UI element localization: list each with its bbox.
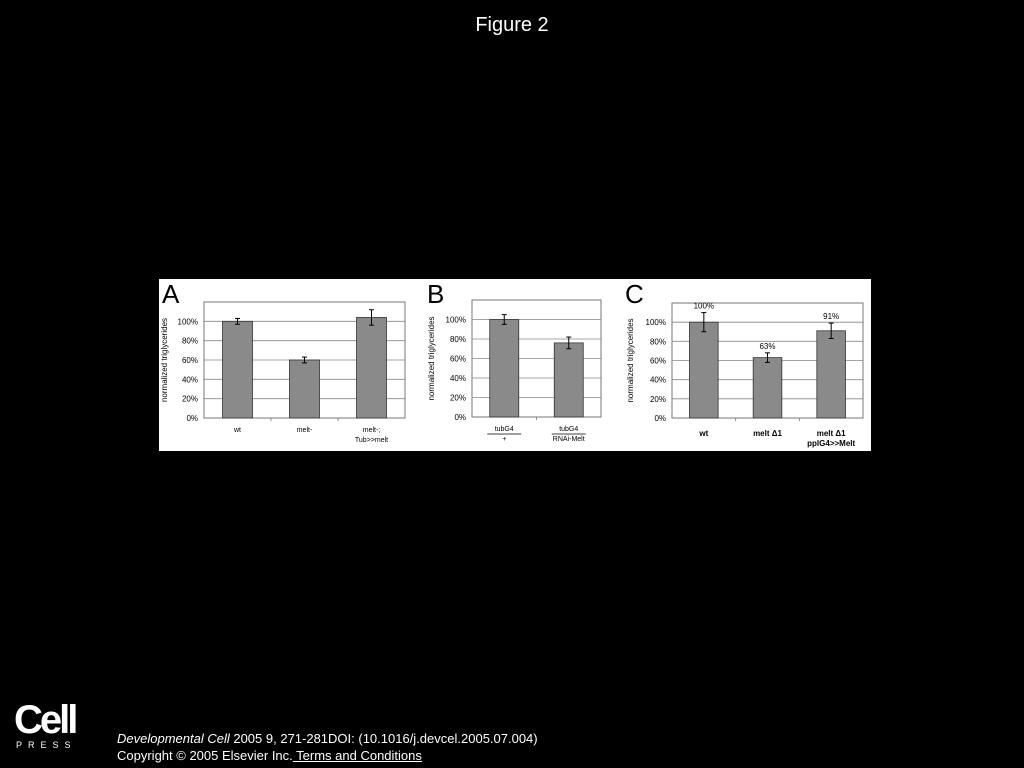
panel-a-ytick-label: 100% xyxy=(177,317,198,327)
panel-c-ytick-label: 0% xyxy=(654,414,666,423)
panel-b-ytick-label: 80% xyxy=(449,335,466,344)
citation-text xyxy=(117,731,538,746)
panel-b-bar xyxy=(554,343,583,417)
panel-b-ytick-label: 0% xyxy=(454,413,466,422)
logo-wordmark: Cell xyxy=(14,698,76,742)
copyright-text: Copyright © 2005 Elsevier Inc. xyxy=(117,748,293,763)
panel-b-bar xyxy=(490,320,519,418)
panel-c-value-label: 91% xyxy=(823,312,840,322)
panel-a-ytick-label: 20% xyxy=(181,394,198,404)
panel-a-category-label: melt- xyxy=(296,427,313,434)
panel-c-value-label: 63% xyxy=(759,341,776,351)
panel-a-bar xyxy=(357,317,387,418)
panel-c-letter: C xyxy=(625,279,644,309)
panel-b-category-label: RNAi-Melt xyxy=(552,436,585,443)
copyright-line xyxy=(117,748,422,763)
cell-press-logo xyxy=(14,700,84,752)
logo-subtitle: PRESS xyxy=(16,740,77,750)
terms-and-conditions-link[interactable]: Terms and Conditions xyxy=(292,748,422,763)
panel-c-category-label: pplG4>>Melt xyxy=(807,439,856,448)
panel-b-ytick-label: 20% xyxy=(449,393,466,403)
panel-a-bar xyxy=(290,360,320,418)
panel-b-category-label: tubG4 xyxy=(494,426,514,433)
panel-c-category-label: melt Δ1 xyxy=(816,429,846,438)
panel-b-ytick-label: 40% xyxy=(449,374,466,383)
panel-c-ytick-label: 100% xyxy=(645,318,666,328)
panel-c-ytick-label: 60% xyxy=(649,356,666,366)
panel-a-ytick-label: 80% xyxy=(181,336,198,346)
panel-a-ytick-label: 40% xyxy=(181,375,198,385)
figure-title: Figure 2 xyxy=(475,14,549,36)
panel-b-ytick-label: 60% xyxy=(449,354,466,364)
panel-c-value-label: 100% xyxy=(693,301,715,311)
panel-c-bar xyxy=(817,331,846,418)
panel-a-ytick-label: 0% xyxy=(186,414,198,423)
panel-a-category-label: melt-; xyxy=(362,427,381,434)
panel-c-ylabel: normalized triglycerides xyxy=(626,318,635,403)
citation-details: 2005 9, 271-281DOI: (10.1016/j.devcel.2005.07.004) xyxy=(229,731,538,746)
panel-c-bar xyxy=(690,322,719,418)
panel-c-ytick-label: 80% xyxy=(649,337,666,347)
panel-c-category-label: melt Δ1 xyxy=(753,429,782,438)
panel-c-ytick-label: 20% xyxy=(649,394,666,404)
panel-a-bar xyxy=(223,321,253,418)
panel-a-letter: A xyxy=(162,279,180,309)
panel-b-letter: B xyxy=(427,279,445,309)
panel-c-category-label: wt xyxy=(699,429,709,438)
panel-a-category-label: wt xyxy=(234,427,241,434)
panel-b-category-label: + xyxy=(502,436,507,443)
bar-charts-svg xyxy=(159,279,871,451)
panel-b-category-label: tubG4 xyxy=(559,426,579,433)
panel-a-ylabel: normalized triglycerides xyxy=(160,317,169,403)
figure-panel xyxy=(159,279,871,451)
panel-c-bar xyxy=(753,358,782,418)
panel-a-category-label: Tub>>melt xyxy=(354,437,389,444)
panel-c-ytick-label: 40% xyxy=(649,375,666,385)
panel-b-ytick-label: 100% xyxy=(445,315,466,325)
panel-a-ytick-label: 60% xyxy=(181,356,198,365)
journal-name: Developmental Cell xyxy=(117,731,230,746)
panel-b-ylabel: normalized triglycerides xyxy=(427,316,436,401)
